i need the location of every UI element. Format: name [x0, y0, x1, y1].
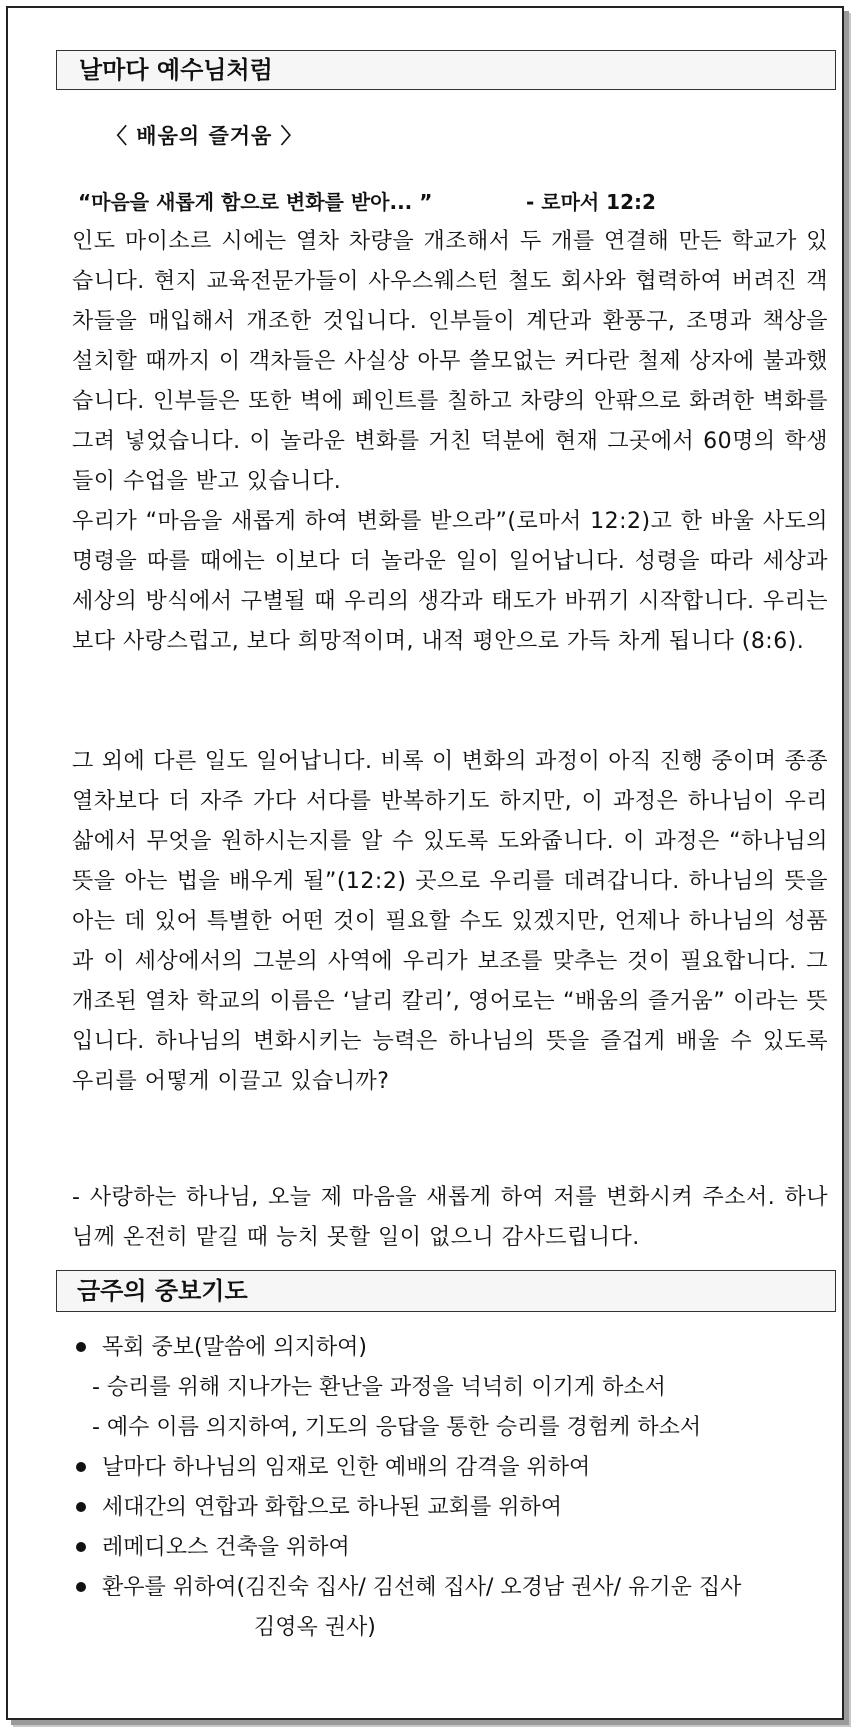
bullet-icon [76, 1542, 86, 1552]
devotional-subtitle: 〈 배움의 즐거움 〉 [106, 124, 303, 148]
prayer-section-header [56, 1270, 836, 1312]
prayer-item-text: 세대간의 연합과 화합으로 하나된 교회를 위하여 [102, 1495, 563, 1520]
bullet-icon [76, 1582, 86, 1592]
devotional-title: 날마다 예수님처럼 [79, 56, 273, 84]
prayer-subitem: - 예수 이름 의지하여, 기도의 응답을 통한 승리를 경험케 하소서 [92, 1415, 702, 1440]
prayer-section-title: 금주의 중보기도 [77, 1277, 248, 1305]
prayer-item-text: 레메디오스 건축을 위하여 [102, 1535, 350, 1560]
prayer-item [74, 1328, 844, 1368]
bulletin-page [6, 6, 844, 1720]
prayer-item-continuation: 김영옥 권사) [254, 1615, 376, 1640]
devotional-header [56, 50, 836, 90]
prayer-item-text: 날마다 하나님의 임재로 인한 예배의 감격을 위하여 [102, 1455, 591, 1480]
closing-prayer: - 사랑하는 하나님, 오늘 제 마음을 새롭게 하여 저를 변화시켜 주소서. 하나님께 온전히 맡길 때 능치 못할 일이 없으니 감사드립니다. [72, 1185, 828, 1250]
verse-text: “마음을 새롭게 함으로 변화를 받아... ” [78, 190, 433, 214]
prayer-list [74, 1328, 844, 1648]
prayer-item [74, 1448, 844, 1488]
bullet-icon [76, 1342, 86, 1352]
paragraph-3: 그 외에 다른 일도 일어납니다. 비록 이 변화의 과정이 아직 진행 중이며 종종 열차보다 더 자주 가다 서다를 반복하기도 하지만, 이 과정은 하나님이 우리 삶에서 무엇을 원하시는지를 알 수 있도록 도와줍니다. 이 과정은 “하나님의 뜻을 아는 법을 배우게 될”(12:2) 곳으로 우리를 데려갑니다. 하나님의 뜻을 아는 데 있어 특별한 어떤 것이 필요할 수도 있겠지만, 언제나 하나님의 성품과 이 세상에서의 그분의 사역에 우리가 보조를 맞추는 것이 필요합니다. 그 개조된 열차 학교의 이름은 ‘날리 칼리’, 영어로는 “배움의 즐거움” 이라는 뜻입니다. 하나님의 변화시키는 능력은 하나님의 뜻을 즐겁게 배울 수 있도록 우리를 어떻게 이끌고 있습니까? [72, 749, 828, 1094]
paragraph-2: 우리가 “마음을 새롭게 하여 변화를 받으라”(로마서 12:2)고 한 바울 사도의 명령을 따를 때에는 이보다 더 놀라운 일이 일어납니다. 성령을 따라 세상과 세상의 방식에서 구별될 때 우리의 생각과 태도가 바뀌기 시작합니다. 우리는 보다 사랑스럽고, 보다 희망적이며, 내적 평안으로 가득 차게 됩니다 (8:6). [72, 509, 828, 654]
key-verse [78, 186, 838, 215]
prayer-item-text: 환우를 위하여(김진숙 집사/ 김선혜 집사/ 오경남 권사/ 유기운 집사 [102, 1575, 742, 1600]
paragraph-1: 인도 마이소르 시에는 열차 차량을 개조해서 두 개를 연결해 만든 학교가 있습니다. 현지 교육전문가들이 사우스웨스턴 철도 회사와 협력하여 버려진 객차들을 매입해서 개조한 것입니다. 인부들이 계단과 환풍구, 조명과 책상을 설치할 때까지 이 객차들은 사실상 아무 쓸모없는 커다란 철제 상자에 불과했습니다. 인부들은 또한 벽에 페인트를 칠하고 차량의 안팎으로 화려한 벽화를 그려 넣었습니다. 이 놀라운 변화를 거친 덕분에 현재 그곳에서 60명의 학생들이 수업을 받고 있습니다. [72, 229, 828, 494]
prayer-subitem: - 승리를 위해 지나가는 환난을 과정을 넉넉히 이기게 하소서 [92, 1375, 666, 1400]
prayer-item [74, 1568, 844, 1608]
prayer-item [74, 1488, 844, 1528]
bullet-icon [76, 1502, 86, 1512]
bullet-icon [76, 1462, 86, 1472]
prayer-item-text: 목회 중보(말씀에 의지하여) [102, 1335, 367, 1360]
prayer-item [74, 1528, 844, 1568]
verse-reference: - 로마서 12:2 [526, 190, 656, 214]
